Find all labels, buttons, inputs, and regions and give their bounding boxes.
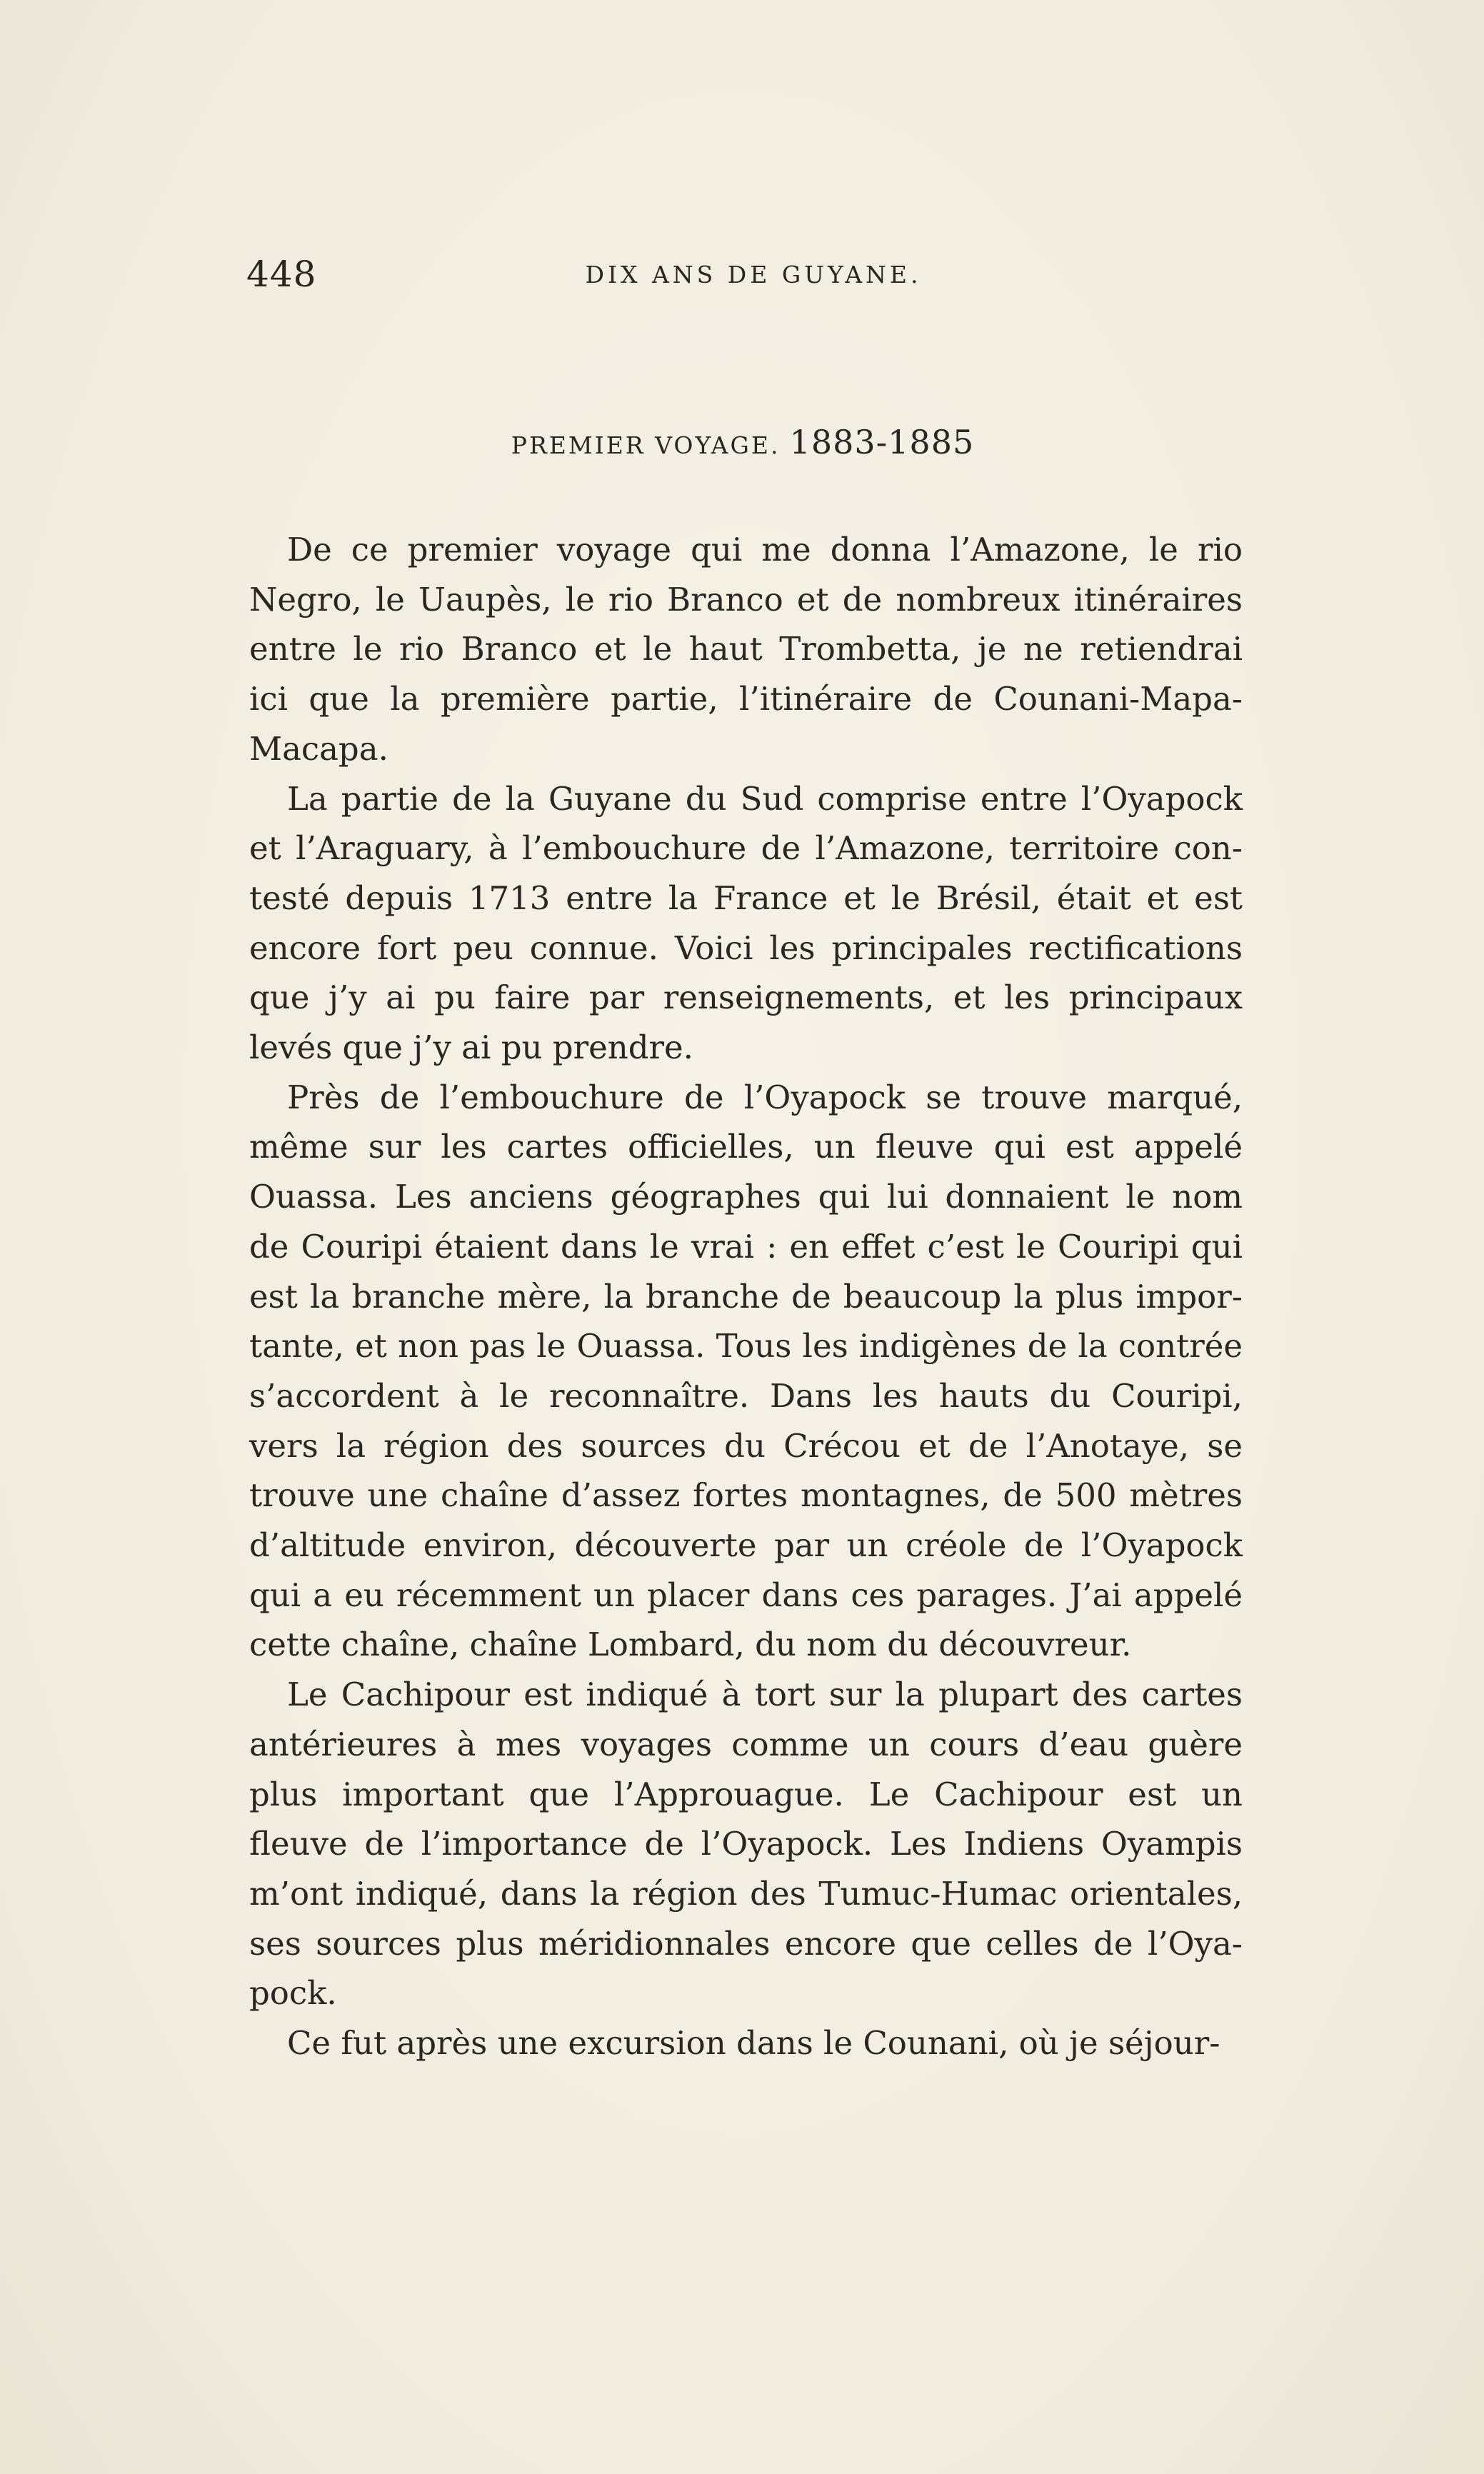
text-line: Près de l’embouchure de l’Oyapock se trouve marqué, [287, 1078, 1243, 1116]
text-line: tante, et non pas le Ouassa. Tous les indigènes de la contrée [249, 1327, 1243, 1366]
page-number: 448 [246, 254, 317, 295]
text-line: plus important que l’Approuague. Le Cachipour est un [249, 1775, 1243, 1813]
text-line: de Couripi étaient dans le vrai : en effet c’est le Couripi qui [249, 1227, 1243, 1266]
text-line: même sur les cartes officielles, un fleuve qui est appelé [249, 1128, 1243, 1166]
text-line: Macapa. [249, 729, 388, 768]
text-line: d’altitude environ, découverte par un créole de l’Oyapock [249, 1526, 1243, 1565]
text-line: cette chaîne, chaîne Lombard, du nom du découvreur. [249, 1626, 1132, 1664]
section-label: PREMIER VOYAGE. [511, 431, 781, 459]
text-line: entre le rio Branco et le haut Trombetta, je ne retiendrai [249, 630, 1243, 668]
running-title: DIX ANS DE GUYANE. [585, 261, 922, 289]
section-dates: 1883-1885 [789, 423, 975, 461]
text-line: qui a eu récemment un placer dans ces parages. J’ai appelé [249, 1576, 1243, 1614]
text-line: Ouassa. Les anciens géographes qui lui donnaient le nom [249, 1178, 1243, 1216]
text-line: vers la région des sources du Crécou et de l’Anotaye, se [249, 1426, 1243, 1465]
running-head [246, 254, 1239, 296]
text-line: que j’y ai pu faire par renseignements, et les principaux [249, 978, 1243, 1017]
section-heading [246, 423, 1239, 461]
text-line: ici que la première partie, l’itinéraire de Counani-Mapa- [249, 680, 1243, 718]
text-line: levés que j’y ai pu prendre. [249, 1028, 693, 1067]
text-line: trouve une chaîne d’assez fortes montagnes, de 500 mètres [249, 1476, 1243, 1515]
text-line: testé depuis 1713 entre la France et le Brésil, était et est [249, 878, 1243, 917]
text-line: ses sources plus méridionnales encore que celles de l’Oya- [249, 1924, 1243, 1963]
text-line: est la branche mère, la branche de beaucoup la plus impor- [249, 1277, 1243, 1316]
text-line: fleuve de l’importance de l’Oyapock. Les Indiens Oyampis [249, 1825, 1243, 1863]
text-line: antérieures à mes voyages comme un cours d’eau guère [249, 1725, 1243, 1763]
text-line: De ce premier voyage qui me donna l’Amazone, le rio [287, 531, 1243, 569]
text-line: m’ont indiqué, dans la région des Tumuc-Humac orientales, [249, 1874, 1243, 1913]
text-line: et l’Araguary, à l’embouchure de l’Amazone, territoire con- [249, 829, 1243, 868]
text-line: Negro, le Uaupès, le rio Branco et de nombreux itinéraires [249, 580, 1243, 618]
text-line: encore fort peu connue. Voici les principales rectifications [249, 928, 1243, 967]
text-line: Ce fut après une excursion dans le Counani, où je séjour- [287, 2024, 1220, 2063]
text-line: s’accordent à le reconnaître. Dans les hauts du Couripi, [249, 1376, 1243, 1415]
text-line: La partie de la Guyane du Sud comprise entre l’Oyapock [287, 779, 1243, 818]
body-text [249, 525, 1243, 2068]
text-line: Le Cachipour est indiqué à tort sur la plupart des cartes [287, 1676, 1243, 1714]
text-line: pock. [249, 1974, 337, 2013]
